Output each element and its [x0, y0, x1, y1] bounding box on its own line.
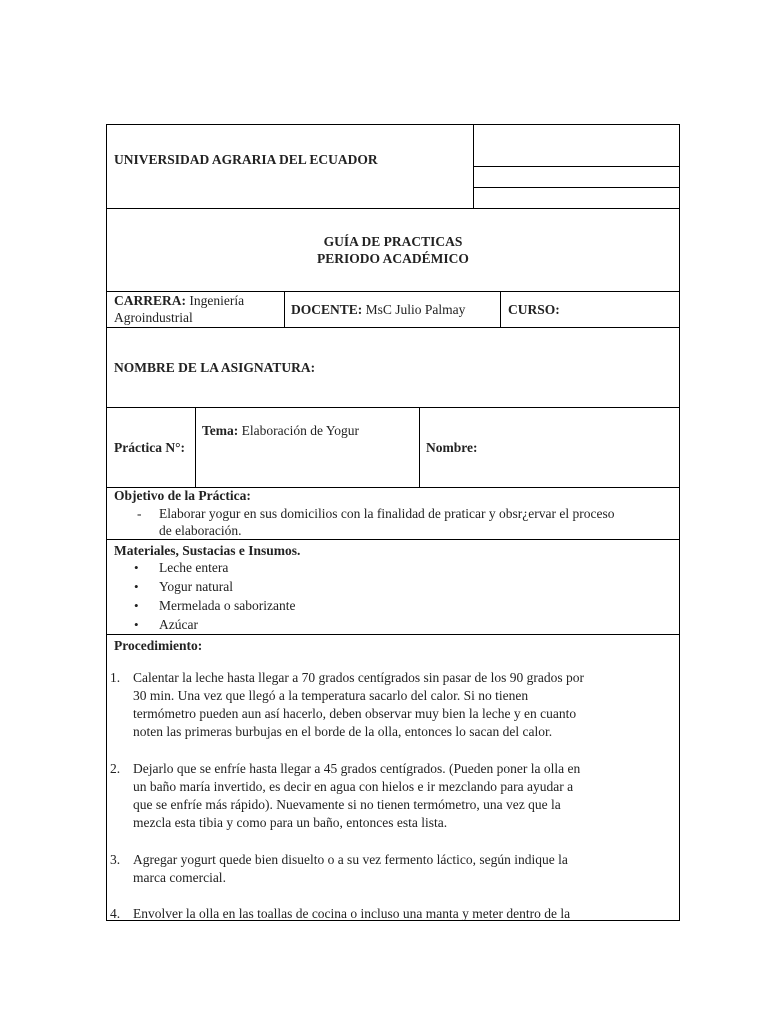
list-bullet: •: [134, 598, 139, 613]
objective-line-1: Elaborar yogur en sus domicilios con la finalidad de praticar y obsr¿ervar el proceso: [159, 506, 615, 521]
list-bullet: •: [134, 560, 139, 575]
list-bullet: •: [134, 579, 139, 594]
title-row: [107, 209, 679, 292]
docente-value: MsC Julio Palmay: [362, 302, 466, 317]
tema-value: Elaboración de Yogur: [238, 423, 359, 438]
tema-label: Tema:: [202, 423, 239, 438]
step-number: 3.: [110, 852, 121, 867]
procedure-title: Procedimiento:: [114, 638, 203, 653]
practice-number-label: Práctica N°:: [114, 440, 185, 455]
step-line: noten las primeras burbujas en el borde de la olla, entonces lo sacan del calor.: [133, 724, 553, 739]
step-line: Envolver la olla en las toallas de cocina o incluso una manta y meter dentro de la: [133, 906, 571, 921]
carrera-value-part2: Agroindustrial: [114, 310, 193, 325]
list-item: Leche entera: [159, 560, 229, 575]
header-box-line-1: [473, 166, 679, 167]
step-line: que se enfríe más rápido). Nuevamente si no tienen termómetro, una vez que la: [133, 797, 561, 812]
step-number: 4.: [110, 906, 121, 921]
header-row: [107, 125, 679, 209]
step-line: un baño maría invertido, es decir en agua con hielos e ir mezclando para ayudar a: [133, 779, 574, 794]
curso-label: CURSO:: [508, 302, 560, 317]
practice-row: [107, 408, 679, 488]
guide-title: GUÍA DE PRACTICAS: [323, 234, 463, 249]
academic-period: PERIODO ACADÉMICO: [317, 251, 469, 266]
step-line: Dejarlo que se enfríe hasta llegar a 45 grados centígrados. (Pueden poner la olla en: [133, 761, 581, 776]
list-item: Mermelada o saborizante: [159, 598, 296, 613]
info-row: [107, 292, 679, 328]
carrera-value-part1: Ingeniería: [186, 293, 245, 308]
step-line: 30 min. Una vez que llegó a la temperatura sacarlo del calor. Si no tienen: [133, 688, 529, 703]
step-line: Agregar yogurt quede bien disuelto o a su vez fermento láctico, según indique la: [133, 852, 568, 867]
carrera-label: CARRERA:: [114, 293, 186, 308]
nombre-label: Nombre:: [426, 440, 478, 455]
objective-dash: -: [137, 506, 142, 521]
practice-guide-form: [106, 124, 680, 921]
step-line: Calentar la leche hasta llegar a 70 grados centígrados sin pasar de los 90 grados por: [133, 670, 584, 685]
step-line: marca comercial.: [133, 870, 226, 885]
objective-title: Objetivo de la Práctica:: [114, 488, 251, 503]
subject-row: [107, 328, 679, 408]
objective-line-2: de elaboración.: [159, 523, 242, 538]
tema-field: [202, 422, 359, 439]
materials-title: Materiales, Sustacias e Insumos.: [114, 543, 301, 558]
step-line: termómetro pueden aun así hacerlo, deben observar muy bien la leche y en cuanto: [133, 706, 577, 721]
list-item: Yogur natural: [159, 579, 233, 594]
university-name: UNIVERSIDAD AGRARIA DEL ECUADOR: [114, 152, 378, 167]
docente-field: [291, 301, 465, 318]
info-divider-2: [500, 292, 501, 327]
step-number: 1.: [110, 670, 121, 685]
list-item: Azúcar: [159, 617, 198, 632]
subject-label: NOMBRE DE LA ASIGNATURA:: [114, 360, 316, 375]
objective-row: [107, 488, 679, 540]
procedure-section: [107, 635, 679, 920]
docente-label: DOCENTE:: [291, 302, 363, 317]
practice-divider-2: [419, 408, 420, 487]
step-number: 2.: [110, 761, 121, 776]
materials-row: [107, 540, 679, 635]
list-bullet: •: [134, 617, 139, 632]
step-line: mezcla esta tibia y como para un baño, entonces esta lista.: [133, 815, 448, 830]
info-divider-1: [284, 292, 285, 327]
practice-divider-1: [195, 408, 196, 487]
carrera-field: [114, 292, 244, 309]
header-box-line-2: [473, 187, 679, 188]
